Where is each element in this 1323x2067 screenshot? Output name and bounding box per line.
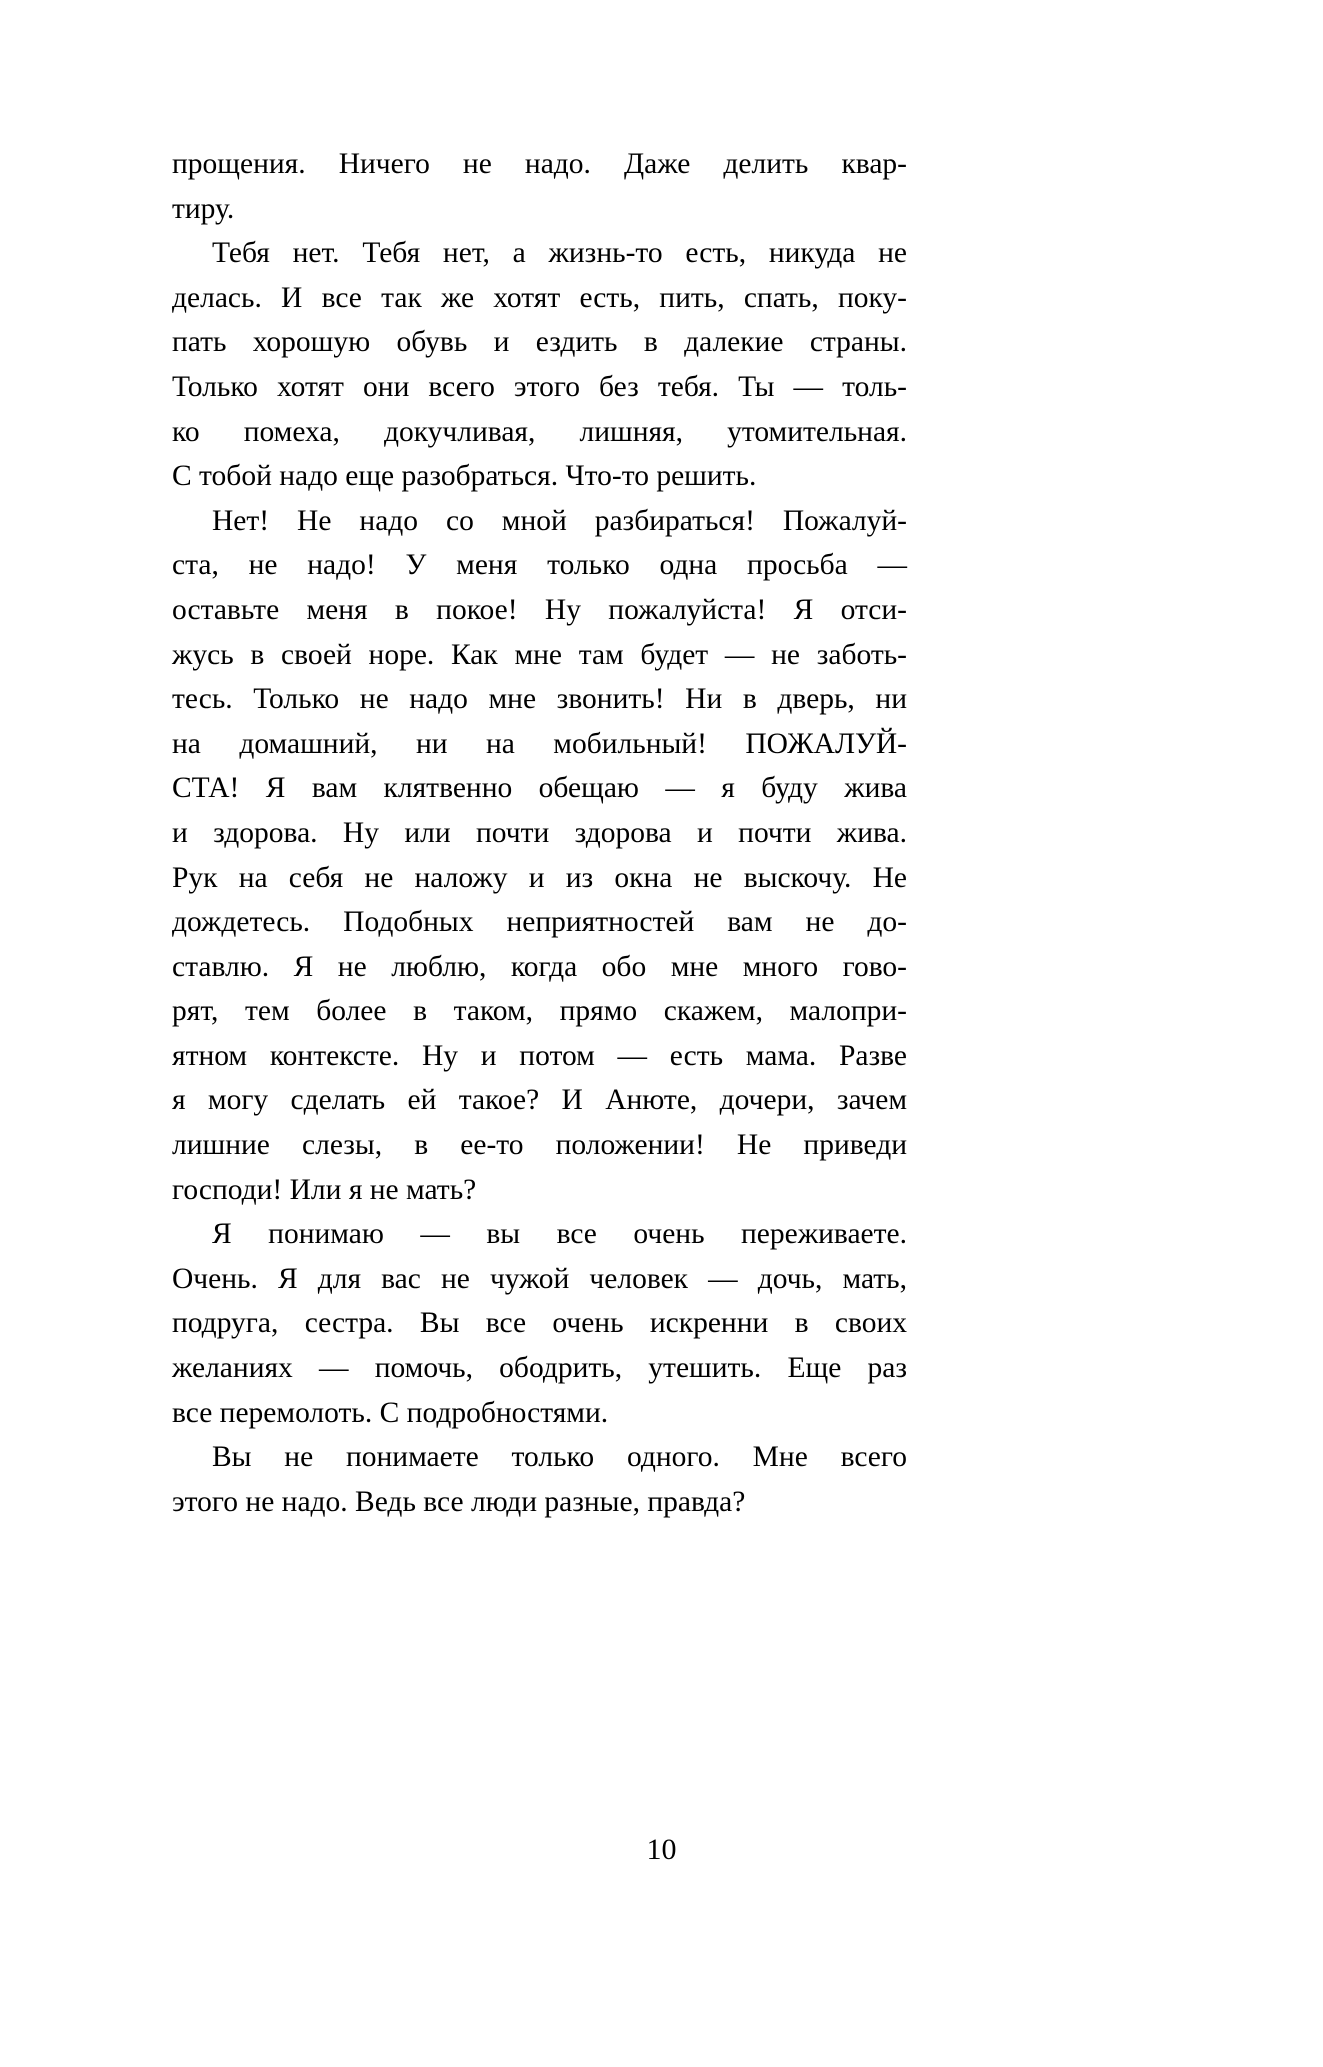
text-line: пать хорошую обувь и ездить в далекие страны. — [172, 326, 907, 359]
text-line: Тебя нет. Тебя нет, а жизнь-то есть, никуда не — [212, 237, 907, 270]
text-line: все перемолоть. С подробностями. — [172, 1396, 609, 1429]
paragraph-1 — [172, 142, 907, 231]
text-line: я могу сделать ей такое? И Анюте, дочери, зачем — [172, 1084, 907, 1117]
text-line: ятном контексте. Ну и потом — есть мама. Разве — [172, 1039, 907, 1072]
text-line: на домашний, ни на мобильный! ПОЖАЛУЙ- — [172, 727, 907, 760]
text-line: прощения. Ничего не надо. Даже делить квар- — [172, 148, 907, 180]
text-line: жусь в своей норе. Как мне там будет — не заботь- — [172, 638, 907, 671]
paragraph-5 — [172, 1435, 907, 1524]
text-line: ста, не надо! У меня только одна просьба — — [172, 549, 907, 582]
text-line: желаниях — помочь, ободрить, утешить. Еще раз — [172, 1352, 907, 1385]
text-line: тесь. Только не надо мне звонить! Ни в дверь, ни — [172, 683, 907, 716]
text-line: ко помеха, докучливая, лишняя, утомительная. — [172, 415, 907, 448]
paragraph-4 — [172, 1212, 907, 1435]
text-line: СТА! Я вам клятвенно обещаю — я буду жива — [172, 772, 907, 805]
text-line: подруга, сестра. Вы все очень искренни в своих — [172, 1307, 907, 1340]
text-line: делась. И все так же хотят есть, пить, спать, поку- — [172, 281, 907, 314]
paragraph-3 — [172, 499, 907, 1213]
text-line: этого не надо. Ведь все люди разные, правда? — [172, 1485, 746, 1518]
page-number: 10 — [646, 1833, 677, 1866]
text-line: оставьте меня в покое! Ну пожалуйста! Я отси- — [172, 593, 907, 626]
text-line: С тобой надо еще разобраться. Что-то решить. — [172, 460, 757, 493]
text-line: Вы не понимаете только одного. Мне всего — [212, 1441, 907, 1474]
text-line: Очень. Я для вас не чужой человек — дочь, мать, — [172, 1262, 907, 1295]
text-line: господи! Или я не мать? — [172, 1173, 477, 1206]
text-line: рят, тем более в таком, прямо скажем, малопри- — [172, 995, 907, 1028]
text-line: Я понимаю — вы все очень переживаете. — [212, 1218, 907, 1251]
text-line: и здорова. Ну или почти здорова и почти жива. — [172, 816, 907, 849]
text-line: лишние слезы, в ее-то положении! Не приведи — [172, 1129, 907, 1162]
text-line: дождетесь. Подобных неприятностей вам не до- — [172, 906, 907, 939]
text-line: Только хотят они всего этого без тебя. Ты — толь- — [172, 370, 907, 403]
text-line: ставлю. Я не люблю, когда обо мне много гово- — [172, 950, 907, 983]
paragraph-2 — [172, 231, 907, 499]
text-line: Нет! Не надо со мной разбираться! Пожалуй- — [212, 504, 907, 537]
text-line: тиру. — [172, 192, 235, 225]
text-line: Рук на себя не наложу и из окна не выскочу. Не — [172, 861, 907, 894]
page-text-block — [172, 142, 907, 1524]
